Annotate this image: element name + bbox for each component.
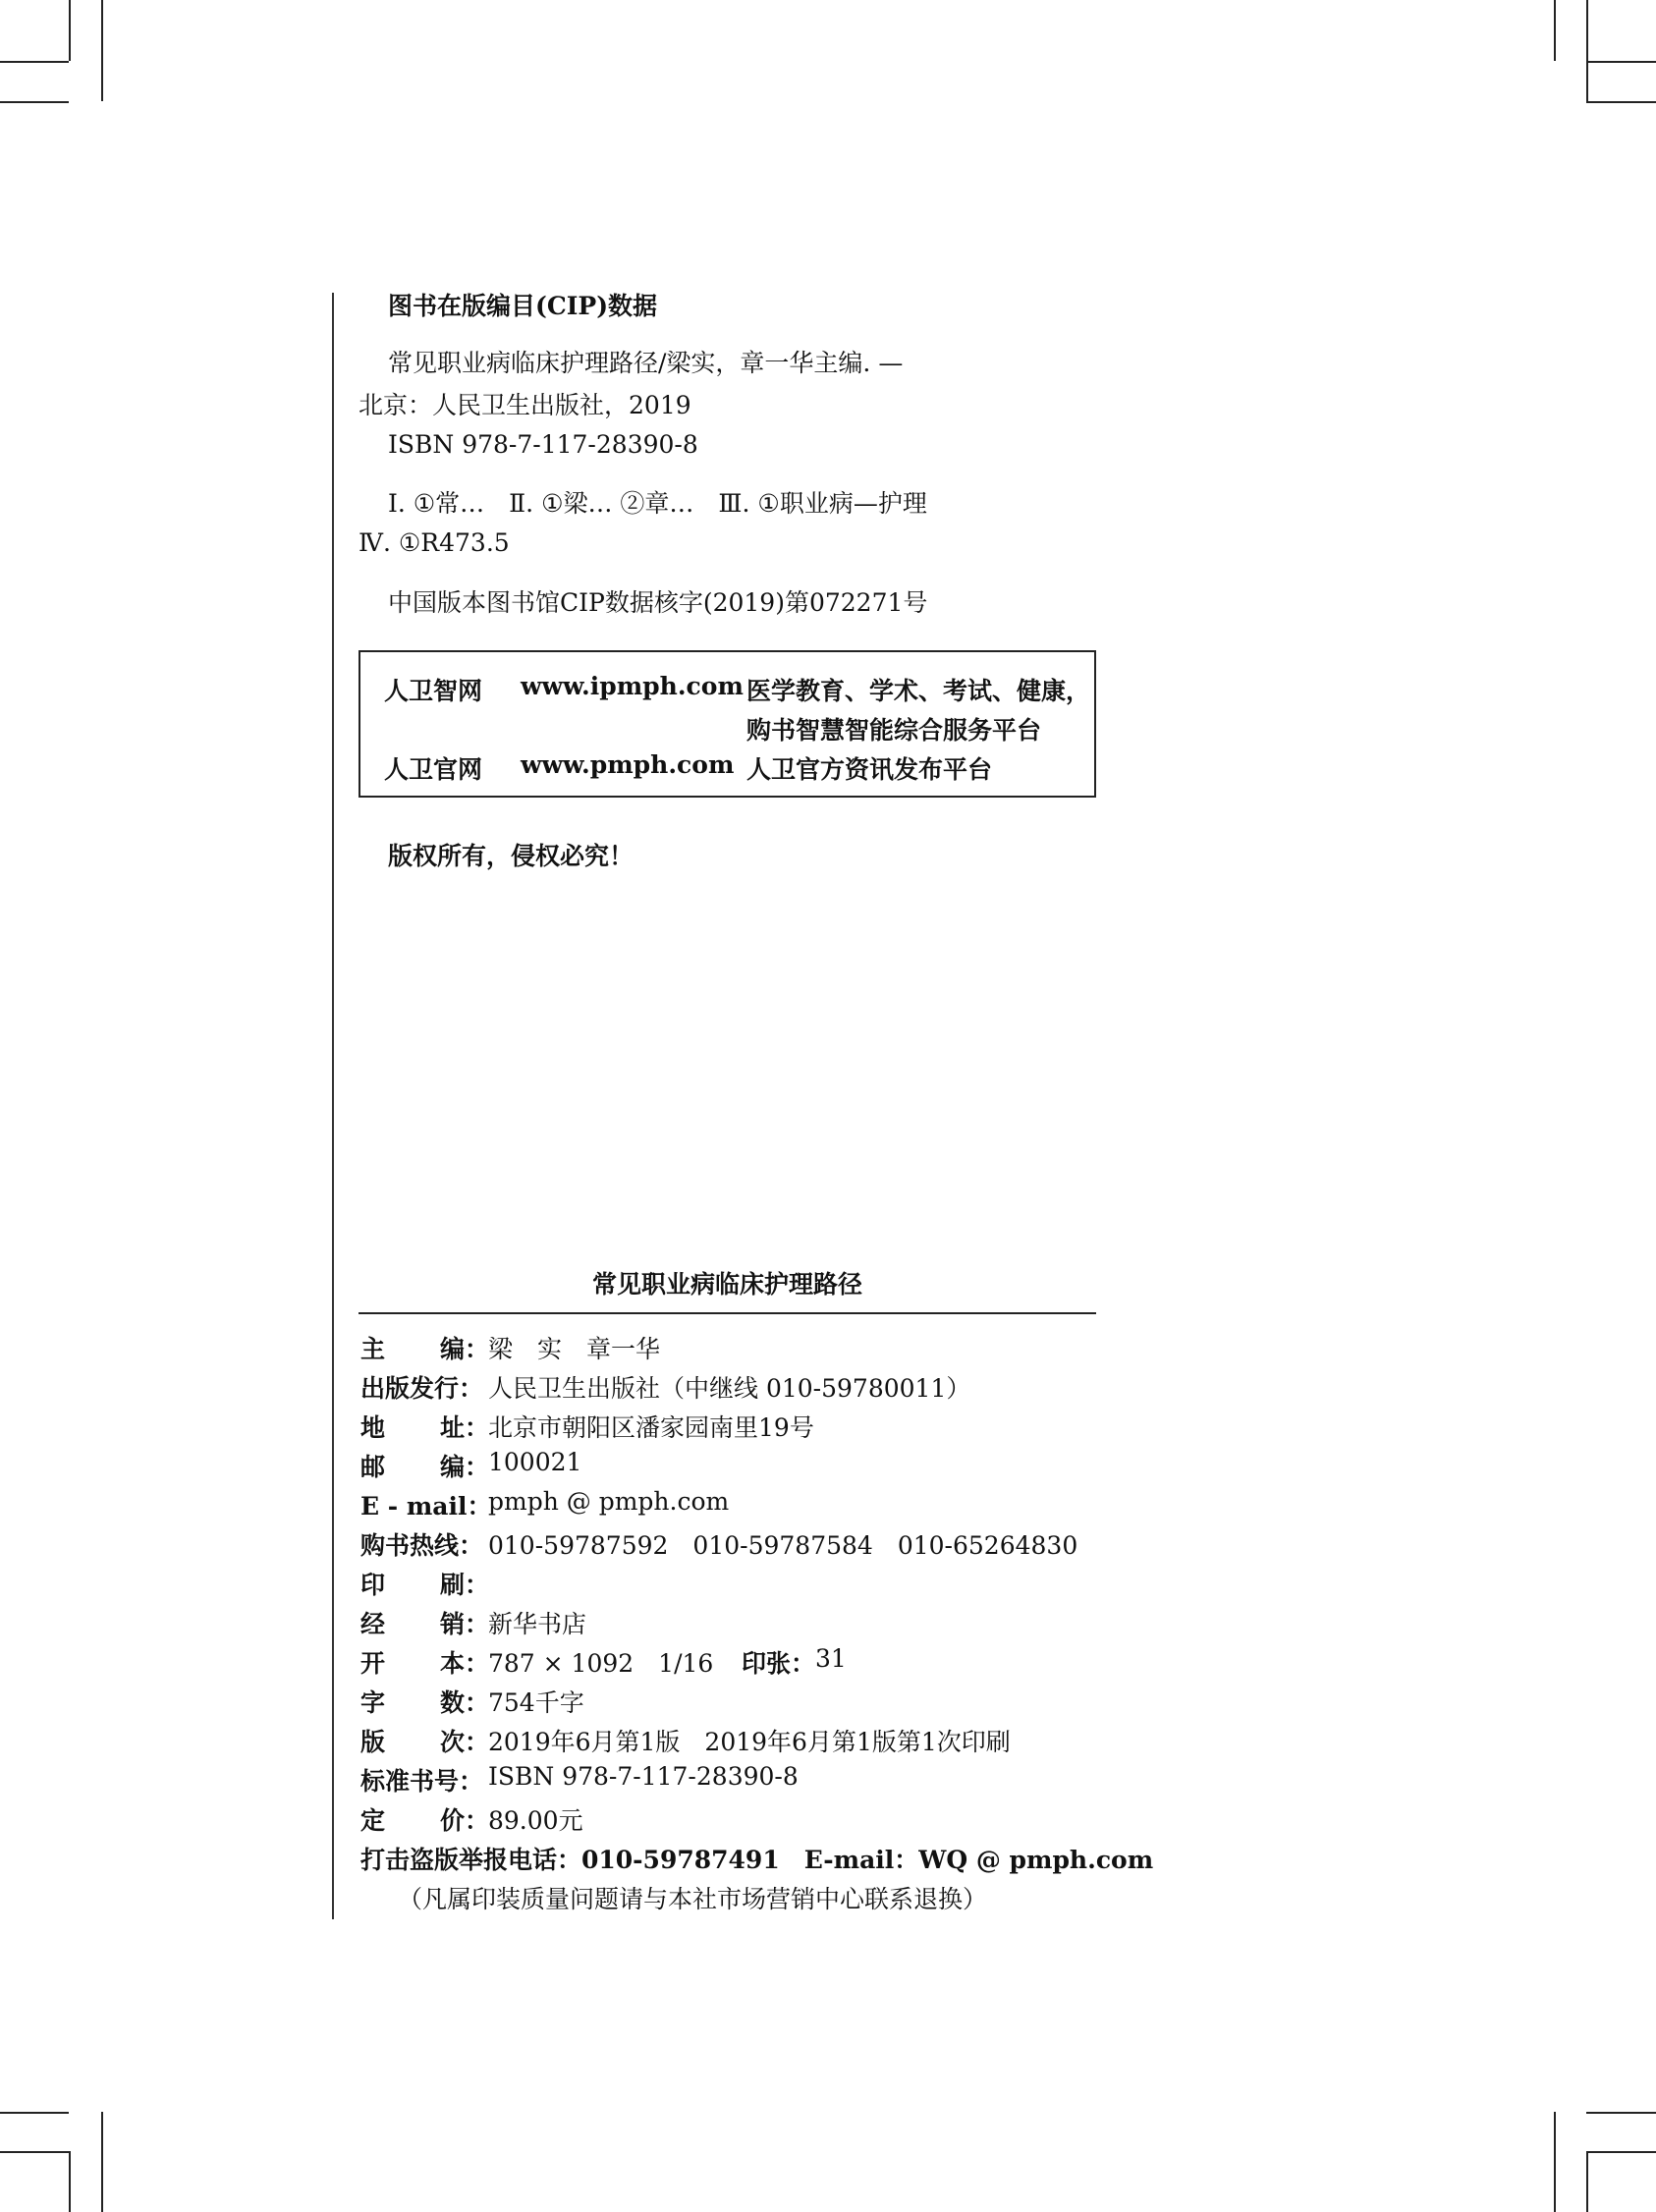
cip-line-isbn: ISBN 978-7-117-28390-8 bbox=[388, 430, 698, 459]
crop-mark bbox=[69, 2151, 71, 2212]
label: E - mail： bbox=[360, 1492, 492, 1521]
price-value: 89.00元 bbox=[488, 1806, 583, 1835]
crop-mark bbox=[1586, 2151, 1588, 2212]
label: 购书热线： bbox=[360, 1531, 484, 1560]
label: 销： bbox=[440, 1610, 490, 1638]
label: 标准书号： bbox=[360, 1767, 484, 1796]
gutter-line bbox=[332, 293, 334, 1919]
label: 主 bbox=[360, 1335, 386, 1363]
copyright-notice: 版权所有，侵权必究！ bbox=[388, 842, 635, 870]
crop-mark bbox=[1586, 2151, 1656, 2153]
label: 印 bbox=[360, 1571, 386, 1599]
site1-url: www.ipmph.com bbox=[521, 672, 744, 700]
label: 数： bbox=[440, 1688, 490, 1717]
crop-mark bbox=[1554, 0, 1556, 61]
cip-line-title: 常见职业病临床护理路径/梁实，章一华主编. — bbox=[388, 349, 904, 377]
site2-desc: 人卫官方资讯发布平台 bbox=[746, 755, 993, 784]
cip-heading: 图书在版编目(CIP)数据 bbox=[388, 292, 658, 320]
isbn-value: ISBN 978-7-117-28390-8 bbox=[488, 1762, 799, 1791]
crop-mark bbox=[0, 61, 69, 63]
crop-mark bbox=[0, 101, 69, 103]
postcode-value: 100021 bbox=[488, 1448, 582, 1476]
publisher-value: 人民卫生出版社（中继线 010-59780011） bbox=[488, 1374, 971, 1403]
site2-url: www.pmph.com bbox=[521, 750, 735, 779]
label: 址： bbox=[440, 1413, 490, 1442]
crop-mark bbox=[101, 0, 103, 101]
website-info-box bbox=[359, 650, 1096, 798]
address-value: 北京市朝阳区潘家园南里19号 bbox=[488, 1413, 814, 1442]
email-value: pmph @ pmph.com bbox=[488, 1487, 730, 1516]
distributor-value: 新华书店 bbox=[488, 1610, 587, 1638]
label: 字 bbox=[360, 1688, 386, 1717]
hotline-value: 010-59787592 010-59787584 010-65264830 bbox=[488, 1531, 1078, 1560]
sheets-value: 31 bbox=[815, 1644, 847, 1673]
label: 编： bbox=[440, 1453, 490, 1481]
crop-mark bbox=[1586, 0, 1588, 101]
label: 经 bbox=[360, 1610, 386, 1638]
divider bbox=[359, 1312, 1096, 1314]
anti-piracy-hotline: 打击盗版举报电话：010-59787491 E-mail：WQ @ pmph.com bbox=[360, 1846, 1154, 1874]
edition-value: 2019年6月第1版 2019年6月第1版第1次印刷 bbox=[488, 1728, 1011, 1756]
crop-mark bbox=[1554, 2112, 1556, 2212]
label: 本： bbox=[440, 1649, 490, 1678]
crop-mark bbox=[0, 2151, 69, 2153]
site1-desc-cont: 购书智慧智能综合服务平台 bbox=[746, 716, 1042, 745]
label: 定 bbox=[360, 1806, 386, 1835]
crop-mark bbox=[1586, 61, 1656, 63]
crop-mark bbox=[1586, 2112, 1656, 2114]
label: 版 bbox=[360, 1728, 386, 1756]
label: 印张： bbox=[742, 1649, 816, 1678]
words-value: 754千字 bbox=[488, 1688, 584, 1717]
label: 编： bbox=[440, 1335, 490, 1363]
label: 出版发行： bbox=[360, 1374, 484, 1403]
label: 价： bbox=[440, 1806, 490, 1835]
cip-line-publisher: 北京：人民卫生出版社，2019 bbox=[359, 391, 691, 419]
label: 邮 bbox=[360, 1453, 386, 1481]
label: 刷： bbox=[440, 1571, 490, 1599]
editor-value: 梁 实 章一华 bbox=[488, 1335, 661, 1363]
cip-line-subjects: Ⅰ. ①常… Ⅱ. ①梁… ②章… Ⅲ. ①职业病—护理 bbox=[388, 489, 927, 518]
label: 次： bbox=[440, 1728, 490, 1756]
quality-notice: （凡属印装质量问题请与本社市场营销中心联系退换） bbox=[398, 1885, 988, 1913]
site1-desc: 医学教育、学术、考试、健康， bbox=[746, 677, 1091, 705]
site2-name: 人卫官网 bbox=[384, 755, 483, 784]
cip-line-class: Ⅳ. ①R473.5 bbox=[359, 528, 510, 557]
crop-mark bbox=[101, 2112, 103, 2212]
cip-line-number: 中国版本图书馆CIP数据核字(2019)第072271号 bbox=[388, 588, 928, 617]
format-value: 787 × 1092 1/16 bbox=[488, 1649, 714, 1678]
crop-mark bbox=[69, 0, 71, 61]
site1-name: 人卫智网 bbox=[384, 677, 483, 705]
book-title: 常见职业病临床护理路径 bbox=[591, 1270, 862, 1299]
label: 地 bbox=[360, 1413, 386, 1442]
crop-mark bbox=[1586, 101, 1656, 103]
label: 开 bbox=[360, 1649, 386, 1678]
crop-mark bbox=[0, 2112, 69, 2114]
